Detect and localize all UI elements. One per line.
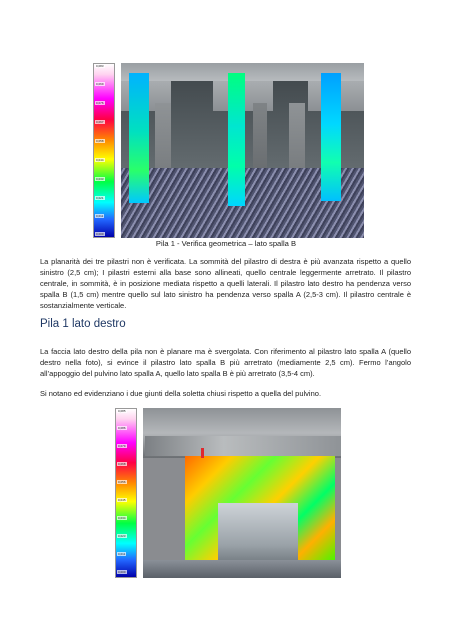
figure1-scale-tick: 0,076 — [96, 101, 104, 105]
figure2-scale-tick: 0,079 — [118, 444, 126, 448]
figure1-scale-tick: 0,011 — [96, 214, 104, 218]
figure2-scale-tick: 0,000 — [118, 570, 126, 574]
figure1-pillar-right-colormap — [321, 73, 341, 201]
figure2-red-marker — [201, 448, 204, 458]
figure1-scale-tick: 0,033 — [96, 177, 104, 181]
figure2-scale-tick: 0,011 — [118, 552, 126, 556]
figure-pila1-lato-destro — [115, 408, 341, 578]
figure2-scale-tick: 0,045 — [118, 498, 126, 502]
figure1-scale-tick: 0,083 — [96, 64, 104, 68]
figure2-scale-tick: 0,023 — [118, 534, 126, 538]
figure1-scale-tick: 0,044 — [96, 158, 104, 162]
figure2-beam — [145, 436, 341, 456]
figure1-caption: Pila 1 - Verifica geometrica – lato spalla B — [155, 239, 297, 248]
figure1-scale-tick: 0,058 — [96, 139, 104, 143]
figure1-scale-tick: 0,069 — [96, 82, 104, 86]
figure1-scale-tick: 0,021 — [96, 196, 104, 200]
paragraph-right-side: La faccia lato destro della pila non è planare ma è svergolata. Con riferimento al pilastro lato spalla A (quello destro nella foto), si evince il pilastro lato spalla B più arretrato (mediamente 2,5 cm). Fermo l’angolo all’appoggio del pulvino lato spalla A, quello lato spalla B è più arretrato (3,5-4 cm). — [40, 347, 411, 378]
figure2-scale-tick: 0,068 — [118, 462, 126, 466]
figure1-scale-tick: 0,067 — [96, 120, 104, 124]
figure1-color-scale — [93, 63, 115, 238]
figure2-scale-tick: 0,085 — [118, 409, 126, 413]
figure-pila1-lato-spalla-b — [93, 63, 364, 238]
figure1-scale-tick: 0,000 — [96, 232, 104, 236]
figure2-scale-tick: 0,086 — [118, 426, 126, 430]
section-heading: Pila 1 lato destro — [40, 318, 126, 330]
figure2-scale-tick: 0,034 — [118, 516, 126, 520]
figure2-ground — [143, 560, 341, 578]
paragraph-planarity: La planarità dei tre pilastri non è verificata. La sommità del pilastro di destra è più avanzata rispetto a quello sinistro (2,5 cm); I pilastri esterni alla base sono allineati, quello centrale leggermente arretrato. Il pilastro centrale, in sommità, è in posizione mediata rispetto a quelli laterali. Il pilastro lato destro ha pendenza verso spalla B (1,5 cm) mentre quello sul lato sinistro ha pendenza verso spalla A (2,5-3 cm). Il pilastro centrale è sostanzialmente verticale. — [40, 257, 411, 310]
figure1-pillar-left-colormap — [129, 73, 149, 203]
paragraph-joints: Si notano ed evidenziano i due giunti della soletta chiusi rispetto a quella del pulvino. — [40, 389, 322, 398]
figure1-pillar-center-colormap — [228, 73, 245, 206]
figure2-scale-tick: 0,056 — [118, 480, 126, 484]
